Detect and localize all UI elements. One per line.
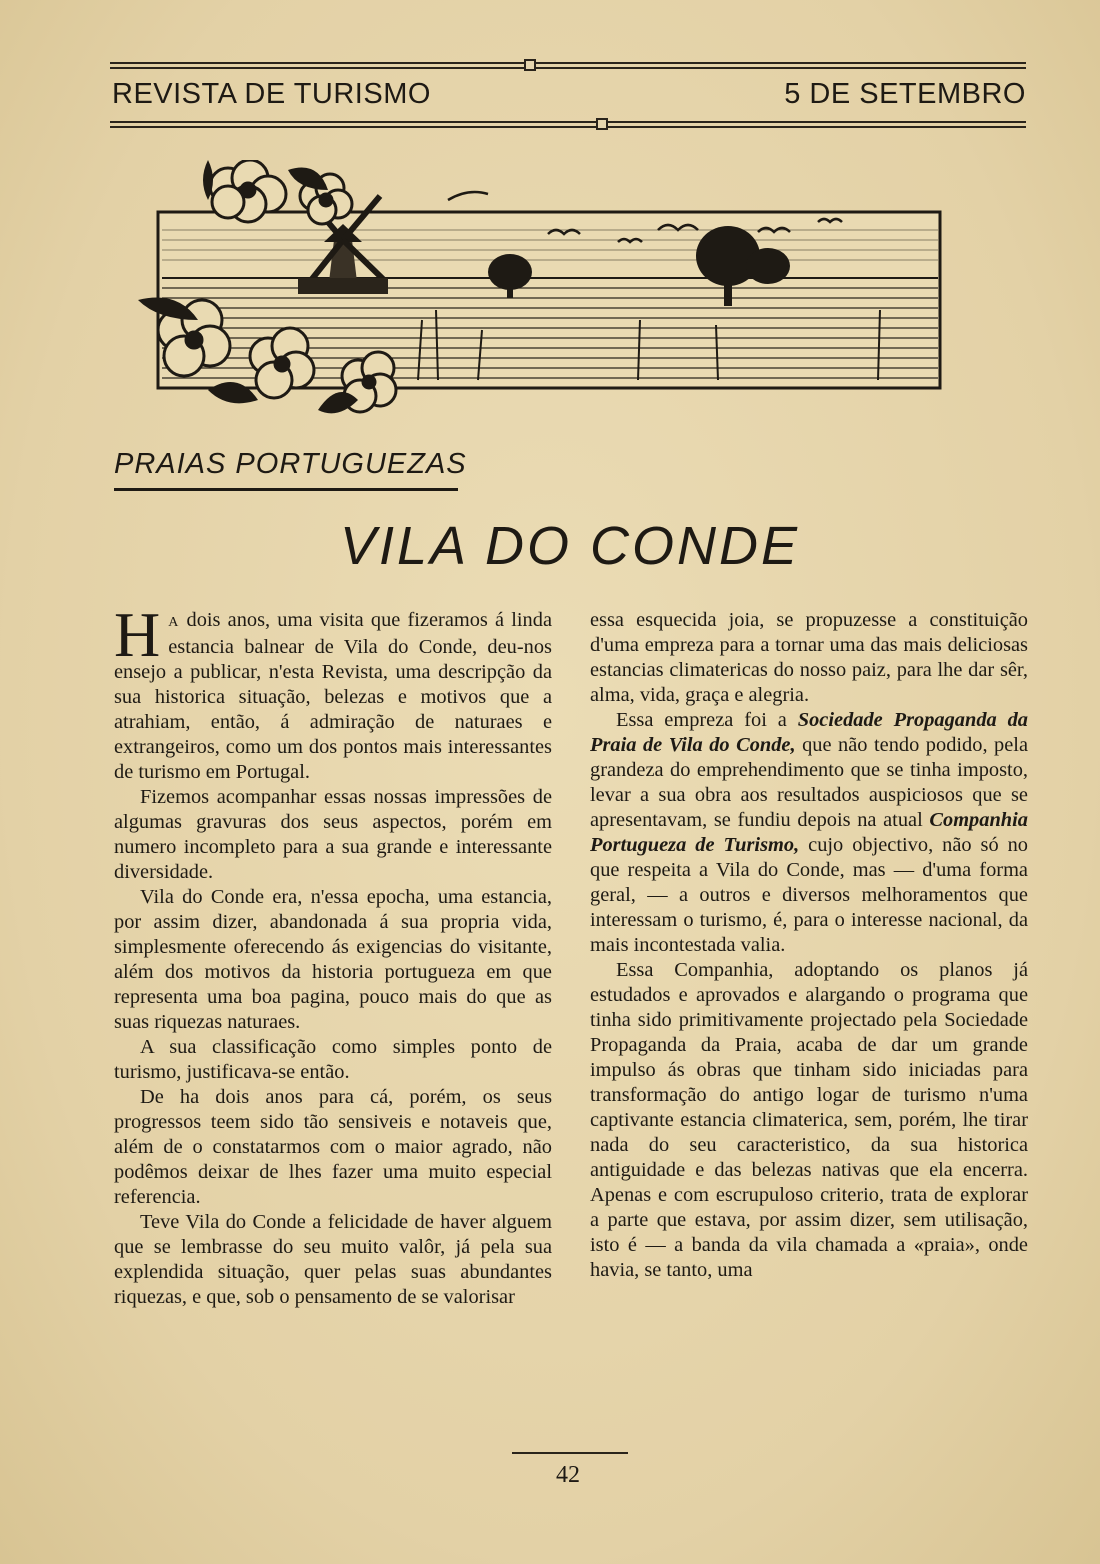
paragraph bbox=[590, 708, 1028, 958]
paragraph-text: Essa empreza foi a bbox=[616, 709, 798, 731]
section-label: PRAIAS PORTUGUEZAS bbox=[114, 448, 467, 480]
magazine-title: REVISTA DE TURISMO bbox=[112, 78, 431, 110]
article-column-right bbox=[590, 608, 1028, 1283]
paragraph: Vila do Conde era, n'essa epocha, uma estancia, por assim dizer, abandonada á sua propria vida, simplesmente oferecendo ás exigencias do visitante, além dos motivos da historia portugueza em que representa uma boa pagina, pouco mais do que as suas riquezas naturaes. bbox=[114, 886, 552, 1033]
first-word: A bbox=[168, 615, 180, 630]
article-title: VILA DO CONDE bbox=[339, 516, 801, 576]
article-column-left bbox=[114, 599, 552, 1310]
paragraph: Teve Vila do Conde a felicidade de haver alguem que se lembrasse do seu muito valôr, já pela sua explendida situação, quer pelas suas abundantes riquezas, e que, sob o pensamento de se valorisar bbox=[114, 1211, 552, 1308]
company-name-companhia: Companhia Portugueza de Turismo, bbox=[590, 809, 1028, 856]
issue-date: 5 DE SETEMBRO bbox=[784, 78, 1026, 110]
header-bottom-ornament bbox=[596, 118, 608, 130]
footer-rule bbox=[512, 1452, 628, 1454]
paragraph-text: cujo objectivo, não só no que respeita a Vila do Conde, mas — d'uma forma geral, — a outros e diversos melhoramentos que interessam o turismo, é, para o interesse nacional, da mais incontestada valia. bbox=[590, 834, 1028, 956]
paragraph: essa esquecida joia, se propuzesse a constituição d'uma empreza para a tornar uma das mais deliciosas estancias climatericas do nosso paiz, para lhe dar sêr, alma, vida, graça e alegria. bbox=[590, 609, 1028, 706]
paragraph bbox=[114, 599, 552, 785]
windmill-landscape-illustration bbox=[118, 160, 944, 430]
header-top-rule bbox=[110, 62, 1026, 69]
dropcap: H bbox=[114, 599, 161, 670]
header-bottom-rule bbox=[110, 121, 1026, 128]
header-top-ornament bbox=[524, 59, 536, 71]
paragraph: Fizemos acompanhar essas nossas impressões de algumas gravuras dos seus aspectos, porém em numero incompleto para a sua grande e interessante diversidade. bbox=[114, 786, 552, 883]
paragraph: A sua classificação como simples ponto de turismo, justificava-se então. bbox=[114, 1036, 552, 1083]
paragraph: De ha dois anos para cá, porém, os seus progressos teem sido tão sensiveis e notaveis que, além de o constatarmos com o maior agrado, não podêmos deixar de lhes fazer uma muito especial referencia. bbox=[114, 1086, 552, 1208]
section-underline bbox=[114, 488, 458, 491]
company-name-sociedade: Sociedade Propaganda da Praia de Vila do Conde, bbox=[590, 709, 1029, 756]
page-number: 42 bbox=[556, 1462, 580, 1488]
paragraph: Essa Companhia, adoptando os planos já estudados e aprovados e alargando o programa que tinha sido primitivamente projectado pela Sociedade Propaganda da Praia, acaba de dar um grande impulso ás obras que tinham sido iniciadas para transformação do antigo logar de turismo n'uma captivante estancia climaterica, sem, porém, lhe tirar nada do seu caracteristico, da sua historica antiguidade e das belezas nativas que ela encerra. Apenas e com escrupuloso criterio, trata de explorar a parte que estava, por assim dizer, sem utilisação, isto é — a banda da vila chamada a «praia», onde havia, se tanto, uma bbox=[590, 959, 1028, 1281]
paragraph-text: dois anos, uma visita que fizeramos á linda estancia balnear de Vila do Conde, deu-nos ensejo a publicar, n'esta Revista, uma descripção da sua historica situação, belezas e motivos que a atrahiam, então, á admiração de naturaes e extrangeiros, como um dos pontos mais interessantes de turismo em Portugal. bbox=[114, 609, 552, 783]
paragraph-text: que não tendo podido, pela grandeza do emprehendimento que se tinha imposto, levar a sua obra aos resultados auspiciosos que se apresentavam, se fundiu depois na atual bbox=[590, 734, 1029, 831]
